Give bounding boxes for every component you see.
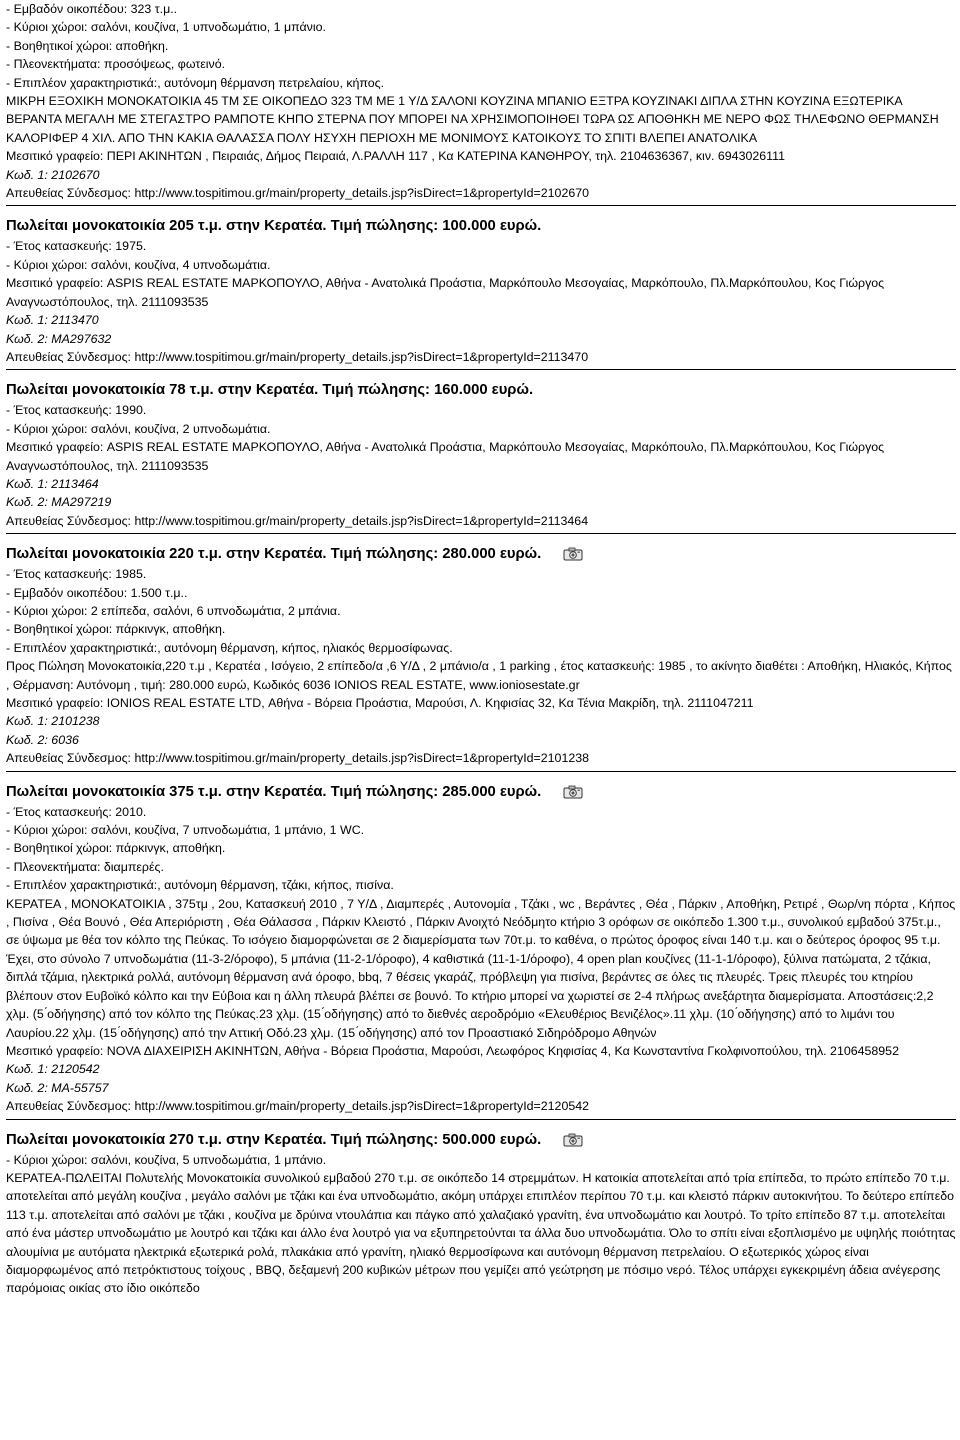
feature-line: - Έτος κατασκευής: 1975. <box>6 239 147 254</box>
direct-link[interactable]: Απευθείας Σύνδεσμος: http://www.tospitimou.gr/main/property_details.jsp?isDirect=1&propertyId=2101238 <box>6 751 590 766</box>
feature-line: - Εμβαδόν οικοπέδου: 1.500 τ.μ.. <box>6 585 188 600</box>
direct-link[interactable]: Απευθείας Σύνδεσμος: http://www.tospitimou.gr/main/property_details.jsp?isDirect=1&propertyId=2102670 <box>6 186 590 201</box>
agency-info: Μεσιτικό γραφείο: ASPIS REAL ESTATE ΜΑΡΚΟΠΟΥΛΟ, Αθήνα - Ανατολικά Προάστια, Μαρκόπουλο Μεσογαίας, Μαρκόπουλο, Πλ.Μαρκόπουλου, Κος Γιώργος Αναγνωστόπουλος, τηλ. 2111093535 <box>6 276 885 309</box>
listing <box>6 544 956 771</box>
feature-line: - Βοηθητικοί χώροι: πάρκινγκ, αποθήκη. <box>6 841 226 856</box>
feature-line: - Κύριοι χώροι: 2 επίπεδα, σαλόνι, 6 υπνοδωμάτια, 2 μπάνια. <box>6 603 341 618</box>
listing <box>6 1130 956 1301</box>
listing-heading <box>6 782 956 802</box>
direct-link[interactable]: Απευθείας Σύνδεσμος: http://www.tospitimou.gr/main/property_details.jsp?isDirect=1&propertyId=2113464 <box>6 513 589 528</box>
feature-line: - Επιπλέον χαρακτηριστικά:, αυτόνομη θέρμανση, κήπος, ηλιακός θερμοσίφωνας. <box>6 640 453 655</box>
listings-container <box>6 216 956 1300</box>
listing-title: Πωλείται μονοκατοικία 220 τ.μ. στην Κερατέα. Τιμή πώλησης: 280.000 ευρώ. <box>6 546 542 563</box>
listing-title: Πωλείται μονοκατοικία 375 τ.μ. στην Κερατέα. Τιμή πώλησης: 285.000 ευρώ. <box>6 783 542 800</box>
listing-description: ΚΕΡΑΤΕΑ-ΠΩΛΕΙΤΑΙ Πολυτελής Μονοκατοικία συνολικού εμβαδού 270 τ.μ. σε οικόπεδο 14 στρεμμάτων. Η κατοικία αποτελείται από τρία επίπεδα, το πρώτο επίπεδο 70 τ.μ. αποτελείται από μεγάλη κουζίνα , μεγάλο σαλόνι με τζάκι και ένα υπνοδωμάτιο, ακόμη υπάρχει επιπλέον περίπου 70 τ.μ. και κλειστό πάρκιν αυτοκινήτου. Το δεύτερο επίπεδο 113 τ.μ. αποτελείται από σαλόνι με τζάκι , κουζίνα με δρύινα ντουλάπια και πάγκο από χαλαζιακό γρανίτη, ένα υπνοδωμάτιο και λουτρό. Το τρίτο επίπεδο 87 τ.μ. αποτελείται από ένα μάστερ υπνοδωμάτιο με λουτρό και τζάκι και άλλο ένα λουτρό για να εξυπηρετούνται τα άλλα δυο υπνοδωμάτια. Όλο το σπίτι είναι εξοπλισμένο με υψηλής ποιότητας αλουμίνια με αυτόματα ηλεκτρικά εξωτερικά ρολά, πλακάκια από γρανίτη, ηλιακό θερμοσίφωνα και αυτόνομη θέρμανση πετρελαίου. Ο εξωτερικός χώρος είναι διαμορφωμένος από πετρόκτιστους τοίχους , BBQ, δεξαμενή 200 κυβικών μέτρων που γεμίζει από γεώτρηση με πόσιμο νερό. Τέλος υπάρχει εγκεκριμένη άδεια ανέγερσης παρόμοιας οικίας στο ίδιο οικόπεδο <box>6 1170 956 1296</box>
feature-line: - Έτος κατασκευής: 1985. <box>6 567 147 582</box>
listing-description: ΜΙΚΡΗ ΕΞΟΧΙΚΗ ΜΟΝΟΚΑΤΟΙΚΙΑ 45 ΤΜ ΣΕ ΟΙΚΟΠΕΔΟ 323 ΤΜ ΜΕ 1 Υ/Δ ΣΑΛΟΝΙ ΚΟΥΖΙΝΑ ΜΠΑΝΙΟ ΕΞΤΡΑ ΚΟΥΖΙΝΑΚΙ ΔΙΠΛΑ ΣΤΗΝ ΚΟΥΖΙΝΑ ΕΞΩΤΕΡΙΚΑ ΒΕΡΑΝΤΑ ΜΕΓΑΛΗ ΜΕ ΣΤΕΓΑΣΤΡΟ ΡΑΜΠΟΤΕ ΚΗΠΟ ΣΤΕΡΝΑ ΠΟΥ ΜΠΟΡΕΙ ΝΑ ΧΡΗΣΙΜΟΠΟΙΗΘΕΙ ΤΩΡΑ ΩΣ ΑΠΟΘΗΚΗ ΜΕ ΝΕΡΟ ΦΩΣ ΤΗΛΕΦΩΝΟ ΘΕΡΜΑΝΣΗ ΚΑΛΟΡΙΦΕΡ 4 ΧΙΛ. ΑΠΟ ΤΗΝ ΚΑΚΙΑ ΘΑΛΑΣΣΑ ΠΟΛΥ ΗΣΥΧΗ ΠΕΡΙΟΧΗ ΜΕ ΜΟΝΙΜΟΥΣ ΚΑΤΟΙΚΟΥΣ ΤΟ ΣΠΙΤΙ ΒΛΕΠΕΙ ΑΝΑΤΟΛΙΚΑ <box>6 94 939 145</box>
camera-icon[interactable] <box>563 547 583 561</box>
code-1: Κωδ. 1: 2113464 <box>6 476 99 491</box>
direct-link[interactable]: Απευθείας Σύνδεσμος: http://www.tospitimou.gr/main/property_details.jsp?isDirect=1&propertyId=2120542 <box>6 1099 590 1114</box>
feature-line: - Κύριοι χώροι: σαλόνι, κουζίνα, 4 υπνοδωμάτια. <box>6 257 271 272</box>
code-2: Κωδ. 2: MA297632 <box>6 331 112 346</box>
agency-info: Μεσιτικό γραφείο: ASPIS REAL ESTATE ΜΑΡΚΟΠΟΥΛΟ, Αθήνα - Ανατολικά Προάστια, Μαρκόπουλο Μεσογαίας, Μαρκόπουλο, Πλ.Μαρκόπουλου, Κος Γιώργος Αναγνωστόπουλος, τηλ. 2111093535 <box>6 440 885 473</box>
listing-heading <box>6 544 956 564</box>
feature-line: - Επιπλέον χαρακτηριστικά:, αυτόνομη θέρμανση, τζάκι, κήπος, πισίνα. <box>6 878 394 893</box>
feature-line: - Πλεονεκτήματα: προσόψεως, φωτεινό. <box>6 57 226 72</box>
feature-line: - Κύριοι χώροι: σαλόνι, κουζίνα, 7 υπνοδωμάτια, 1 μπάνιο, 1 WC. <box>6 823 365 838</box>
code-1: Κωδ. 1: 2113470 <box>6 313 99 328</box>
listing <box>6 782 956 1120</box>
listing-heading <box>6 380 956 400</box>
feature-line: - Έτος κατασκευής: 1990. <box>6 403 147 418</box>
feature-line: - Επιπλέον χαρακτηριστικά:, αυτόνομη θέρμανση πετρελαίου, κήπος. <box>6 75 385 90</box>
code-2: Κωδ. 2: ΜΑ-55757 <box>6 1080 109 1095</box>
feature-line: - Κύριοι χώροι: σαλόνι, κουζίνα, 1 υπνοδωμάτιο, 1 μπάνιο. <box>6 20 326 35</box>
top-listing-fragment <box>6 0 956 206</box>
agency-info: Μεσιτικό γραφείο: IONIOS REAL ESTATE LTD, Αθήνα - Βόρεια Προάστια, Μαρούσι, Λ. Κηφισίας 32, Κα Τένια Μακρίδη, τηλ. 2111047211 <box>6 696 754 710</box>
document-page <box>6 0 956 1311</box>
code-1: Κωδ. 1: 2120542 <box>6 1062 100 1077</box>
direct-link[interactable]: Απευθείας Σύνδεσμος: http://www.tospitimou.gr/main/property_details.jsp?isDirect=1&propertyId=2113470 <box>6 349 589 364</box>
camera-icon[interactable] <box>563 1133 583 1147</box>
code-2: Κωδ. 2: 6036 <box>6 732 79 747</box>
listing-heading <box>6 216 956 236</box>
code-1: Κωδ. 1: 2102670 <box>6 167 100 182</box>
listing-title: Πωλείται μονοκατοικία 78 τ.μ. στην Κερατέα. Τιμή πώλησης: 160.000 ευρώ. <box>6 382 534 399</box>
camera-icon[interactable] <box>563 785 583 799</box>
feature-line: - Βοηθητικοί χώροι: πάρκινγκ, αποθήκη. <box>6 622 226 637</box>
listing <box>6 380 956 534</box>
listing-title: Πωλείται μονοκατοικία 205 τ.μ. στην Κερατέα. Τιμή πώλησης: 100.000 ευρώ. <box>6 218 542 235</box>
agency-info: Μεσιτικό γραφείο: NOVA ΔΙΑΧΕΙΡΙΣΗ ΑΚΙΝΗΤΩΝ, Αθήνα - Βόρεια Προάστια, Μαρούσι, Λεωφόρος Κηφισίας 4, Κα Κωνσταντίνα Γκολφινοπούλου, τηλ. 2106458952 <box>6 1043 899 1058</box>
code-1: Κωδ. 1: 2101238 <box>6 714 100 729</box>
feature-line: - Κύριοι χώροι: σαλόνι, κουζίνα, 5 υπνοδωμάτια, 1 μπάνιο. <box>6 1152 327 1167</box>
listing-description: ΚΕΡΑΤΕΑ , ΜΟΝΟΚΑΤΟΙΚΙΑ , 375τμ , 2ου, Κατασκευή 2010 , 7 Υ/Δ , Διαμπερές , Αυτονομία , Τζάκι , wc , Βεράντες , Θέα , Πάρκιν , Αποθήκη, Ρετιρέ , Θωρ/νη πόρτα , Κήπος , Πισίνα , Θέα Βουνό , Θέα Απεριόριστη , Θέα Θάλασσα , Πάρκιν Κλειστό , Πάρκιν Ανοιχτό Νεόδμητο κτήριο 3 ορόφων σε οικόπεδο 1.300 τ.μ., συνολικού εμβαδού 375τ.μ., σε ύψωμα με θέα τον κόλπο της Πεύκας. Το ισόγειο διαμορφώνεται σε 2 διαμερίσματα των 70τ.μ. το καθένα, ο πρώτος όροφος είναι 140 τ.μ. και ο δεύτερος όροφος 95 τ.μ. Έχει, στο σύνολο 7 υπνοδωμάτια (11-3-2/όροφο), 5 μπάνια (11-2-1/όροφο), 4 καθιστικά (11-1-1/όροφο), 4 open plan κουζίνες (11-1-1/όροφο), ξύλινα πατώματα, 2 τζάκια, διπλά τζάμια, ηλεκτρικά ρολλά, αυτόνομη θέρμανση ανά όροφο, bbq, 7 θέσεις γκαράζ, πρόβλεψη για πισίνα, βεράντες σε όλες τις πλευρές. Τρεις πλευρές του κτηρίου βλέπουν στον Ευβοϊκό κόλπο και την Εύβοια και η άλλη πλευρά βλέπει σε βουνό. Το κτήριο μπορεί να χωριστεί σε 2-4 πλήρως ανεξάρτητα διαμερίσματα. Αποστάσεις:2,2 χλμ. (5 ́οδήγησης) από τον κόλπο της Πεύκας.23 χλμ. (15 ́οδήγησης) από το διεθνές αεροδρόμιο «Ελευθέριος Βενιζέλος».11 χλμ. (10 ́οδήγησης) από το λιμάνι του Λαυρίου.22 χλμ. (15 ́οδήγησης) από την Αττική Οδό.23 χλμ. (15 ́οδήγησης) από τον Προαστιακό Σιδηρόδρομο Αθηνών <box>6 896 956 1040</box>
listing <box>6 216 956 370</box>
code-2: Κωδ. 2: MA297219 <box>6 495 112 510</box>
agency-info: Μεσιτικό γραφείο: ΠΕΡΙ ΑΚΙΝΗΤΩΝ , Πειραιάς, Δήμος Πειραιά, Λ.ΡΑΛΛΗ 117 , Κα ΚΑΤΕΡΙΝΑ ΚΑΝΘΗΡΟΥ, τηλ. 2104636367, κιν. 6943026111 <box>6 149 785 164</box>
feature-line: - Έτος κατασκευής: 2010. <box>6 804 147 819</box>
listing-description: Προς Πώληση Μονοκατοικία,220 τ.μ , Κερατέα , Ισόγειο, 2 επίπεδο/α ,6 Υ/Δ , 2 μπάνιο/α , 1 parking , έτος κατασκευής: 1985 , το ακίνητο διαθέτει : Αποθήκη, Ηλιακός, Κήπος , Θέρμανση: Αυτόνομη , τιμή: 280.000 ευρώ, Κωδικός 6036 IONIOS REAL ESTATE, www.ioniosestate.gr <box>6 659 952 692</box>
feature-line: - Εμβαδόν οικοπέδου: 323 τ.μ.. <box>6 2 178 16</box>
listing-title: Πωλείται μονοκατοικία 270 τ.μ. στην Κερατέα. Τιμή πώλησης: 500.000 ευρώ. <box>6 1131 542 1148</box>
feature-line: - Βοηθητικοί χώροι: αποθήκη. <box>6 38 169 53</box>
feature-line: - Κύριοι χώροι: σαλόνι, κουζίνα, 2 υπνοδωμάτια. <box>6 421 271 436</box>
listing-heading <box>6 1130 956 1150</box>
feature-line: - Πλεονεκτήματα: διαμπερές. <box>6 859 164 874</box>
